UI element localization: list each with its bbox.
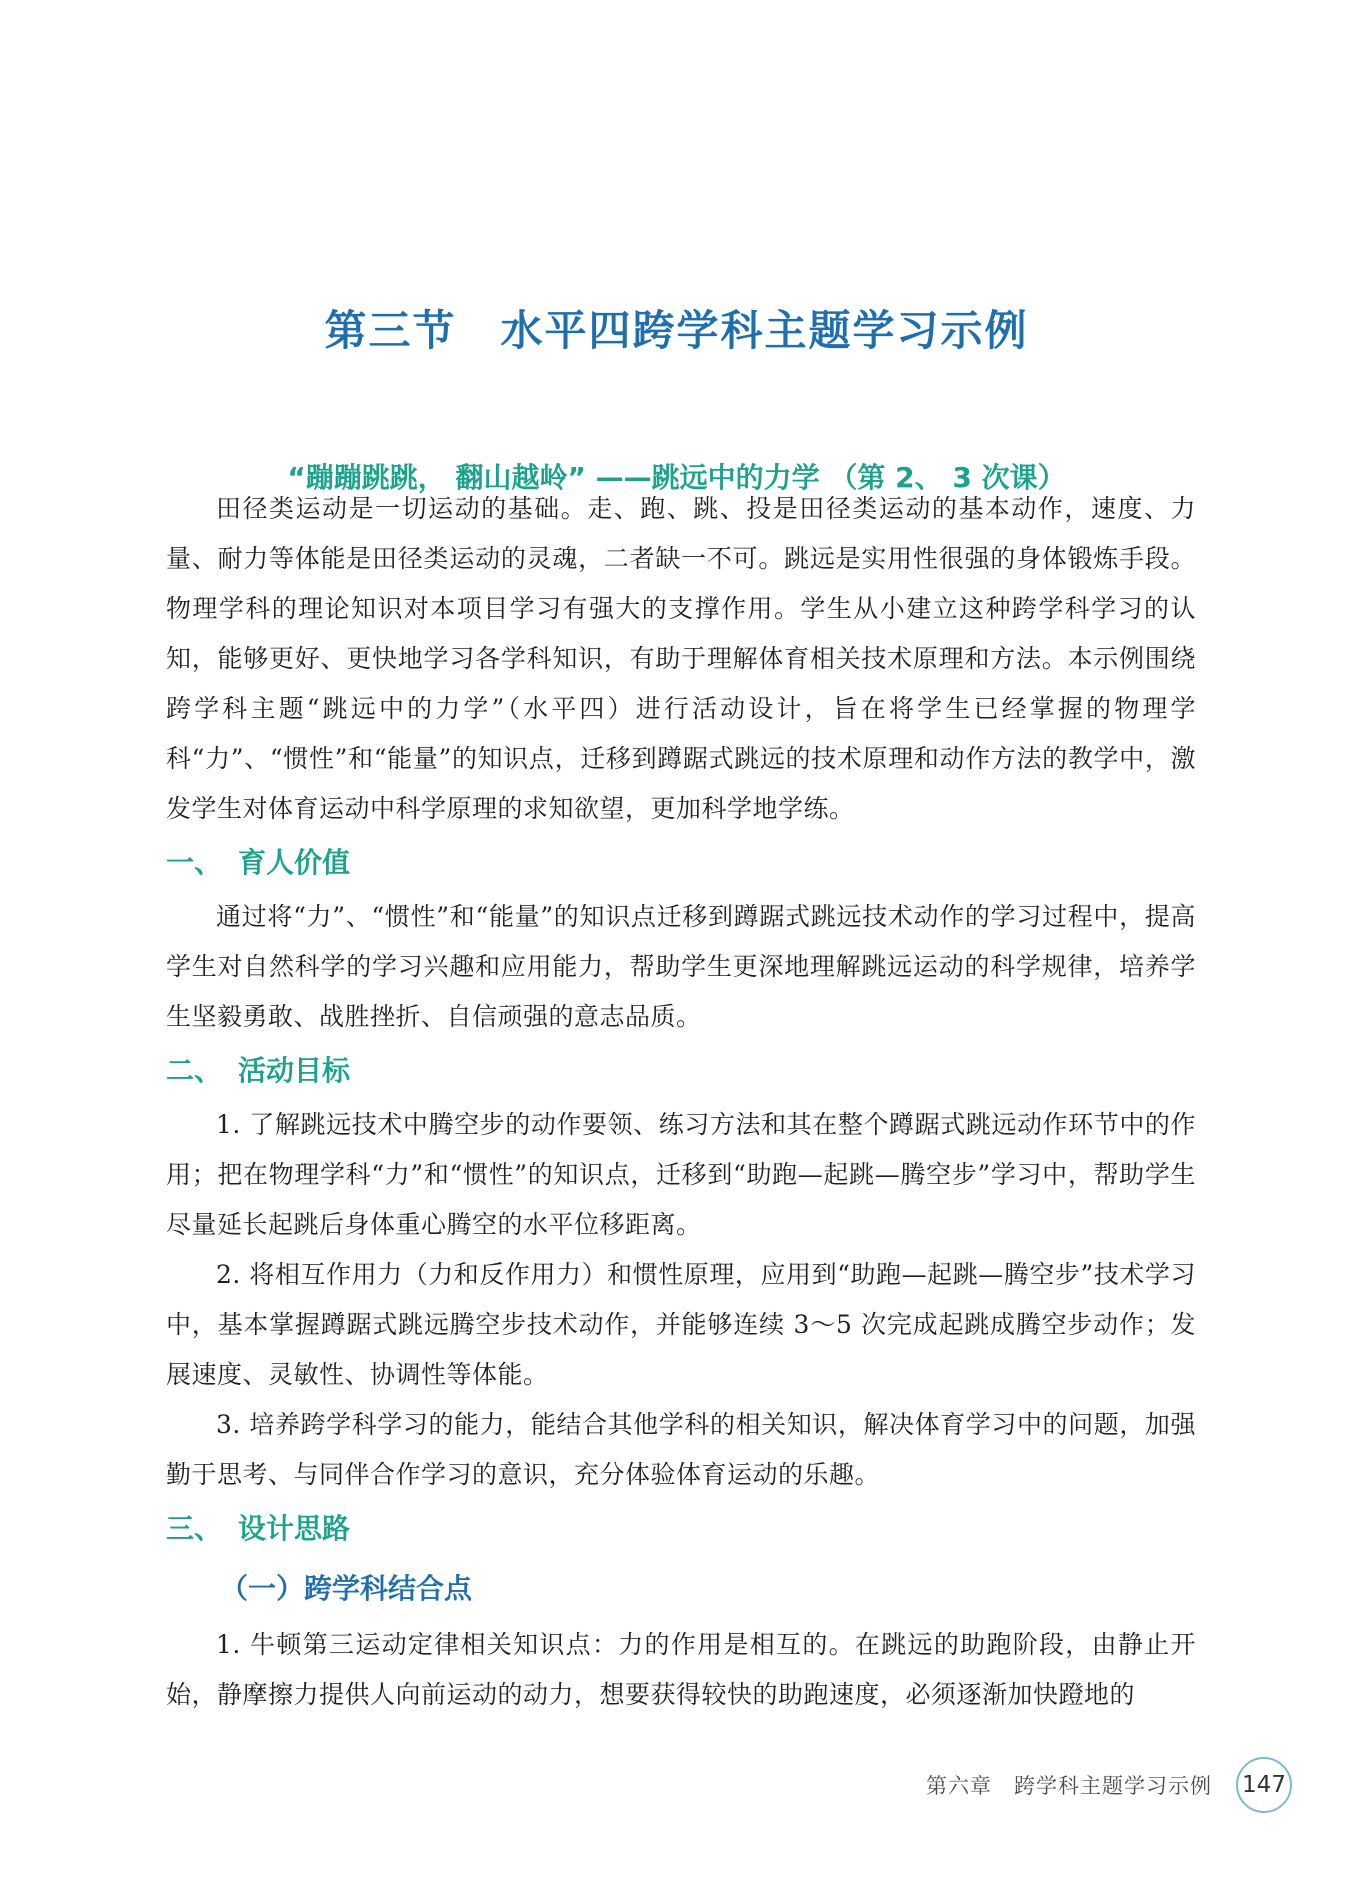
goal-item-2: 2. 将相互作用力（力和反作用力）和惯性原理，应用到“助跑—起跳—腾空步”技术学习中，基本掌握蹲踞式跳远腾空步技术动作，并能够连续 3～5 次完成起跳成腾空步动作；发展速度、灵敏性、协调性等体能。 bbox=[166, 1260, 1196, 1389]
goal-item-1: 1. 了解跳远技术中腾空步的动作要领、练习方法和其在整个蹲踞式跳远动作环节中的作用；把在物理学科“力”和“惯性”的知识点，迁移到“助跑—起跳—腾空步”学习中，帮助学生尽量延长起跳后身体重心腾空的水平位移距离。 bbox=[166, 1110, 1196, 1239]
section-title: 育人价值 bbox=[238, 846, 351, 879]
subsection-heading: （一）跨学科结合点 bbox=[220, 1572, 473, 1605]
section-title: 活动目标 bbox=[238, 1054, 351, 1087]
design-item-1: 1. 牛顿第三运动定律相关知识点：力的作用是相互的。在跳远的助跑阶段，由静止开始，静摩擦力提供人向前运动的动力，想要获得较快的助跑速度，必须逐渐加快蹬地的 bbox=[166, 1630, 1196, 1709]
footer-chapter: 第六章 跨学科主题学习示例 bbox=[926, 1774, 1212, 1798]
section-number: 三、 bbox=[166, 1512, 223, 1545]
lesson-title: “蹦蹦跳跳， 翻山越岭” ——跳远中的力学 （第 2、 3 次课） bbox=[287, 461, 1066, 495]
body-content bbox=[166, 484, 1196, 1720]
page-number-badge: 147 bbox=[1236, 1757, 1292, 1813]
section-number: 一、 bbox=[166, 846, 223, 879]
section-heading-values bbox=[166, 834, 1196, 892]
section-heading-design bbox=[166, 1500, 1196, 1558]
values-paragraph: 通过将“力”、“惯性”和“能量”的知识点迁移到蹲踞式跳远技术动作的学习过程中，提高学生对自然科学的学习兴趣和应用能力，帮助学生更深地理解跳远运动的科学规律，培养学生坚毅勇敢、战胜挫折、自信顽强的意志品质。 bbox=[166, 902, 1196, 1031]
intro-paragraph: 田径类运动是一切运动的基础。走、跑、跳、投是田径类运动的基本动作，速度、力量、耐力等体能是田径类运动的灵魂，二者缺一不可。跳远是实用性很强的身体锻炼手段。物理学科的理论知识对本项目学习有强大的支撑作用。学生从小建立这种跨学科学习的认知，能够更好、更快地学习各学科知识，有助于理解体育相关技术原理和方法。本示例围绕跨学科主题“跳远中的力学”（水平四）进行活动设计，旨在将学生已经掌握的物理学科“力”、“惯性”和“能量”的知识点，迁移到蹲踞式跳远的技术原理和动作方法的教学中，激发学生对体育运动中科学原理的求知欲望，更加科学地学练。 bbox=[166, 494, 1196, 823]
section-number: 二、 bbox=[166, 1054, 223, 1087]
section-title: 设计思路 bbox=[238, 1512, 351, 1545]
page-footer bbox=[926, 1755, 1292, 1815]
page-title: 第三节 水平四跨学科主题学习示例 bbox=[324, 306, 1029, 356]
section-heading-goals bbox=[166, 1042, 1196, 1100]
goal-item-3: 3. 培养跨学科学习的能力，能结合其他学科的相关知识，解决体育学习中的问题，加强勤于思考、与同伴合作学习的意识，充分体验体育运动的乐趣。 bbox=[166, 1410, 1196, 1489]
